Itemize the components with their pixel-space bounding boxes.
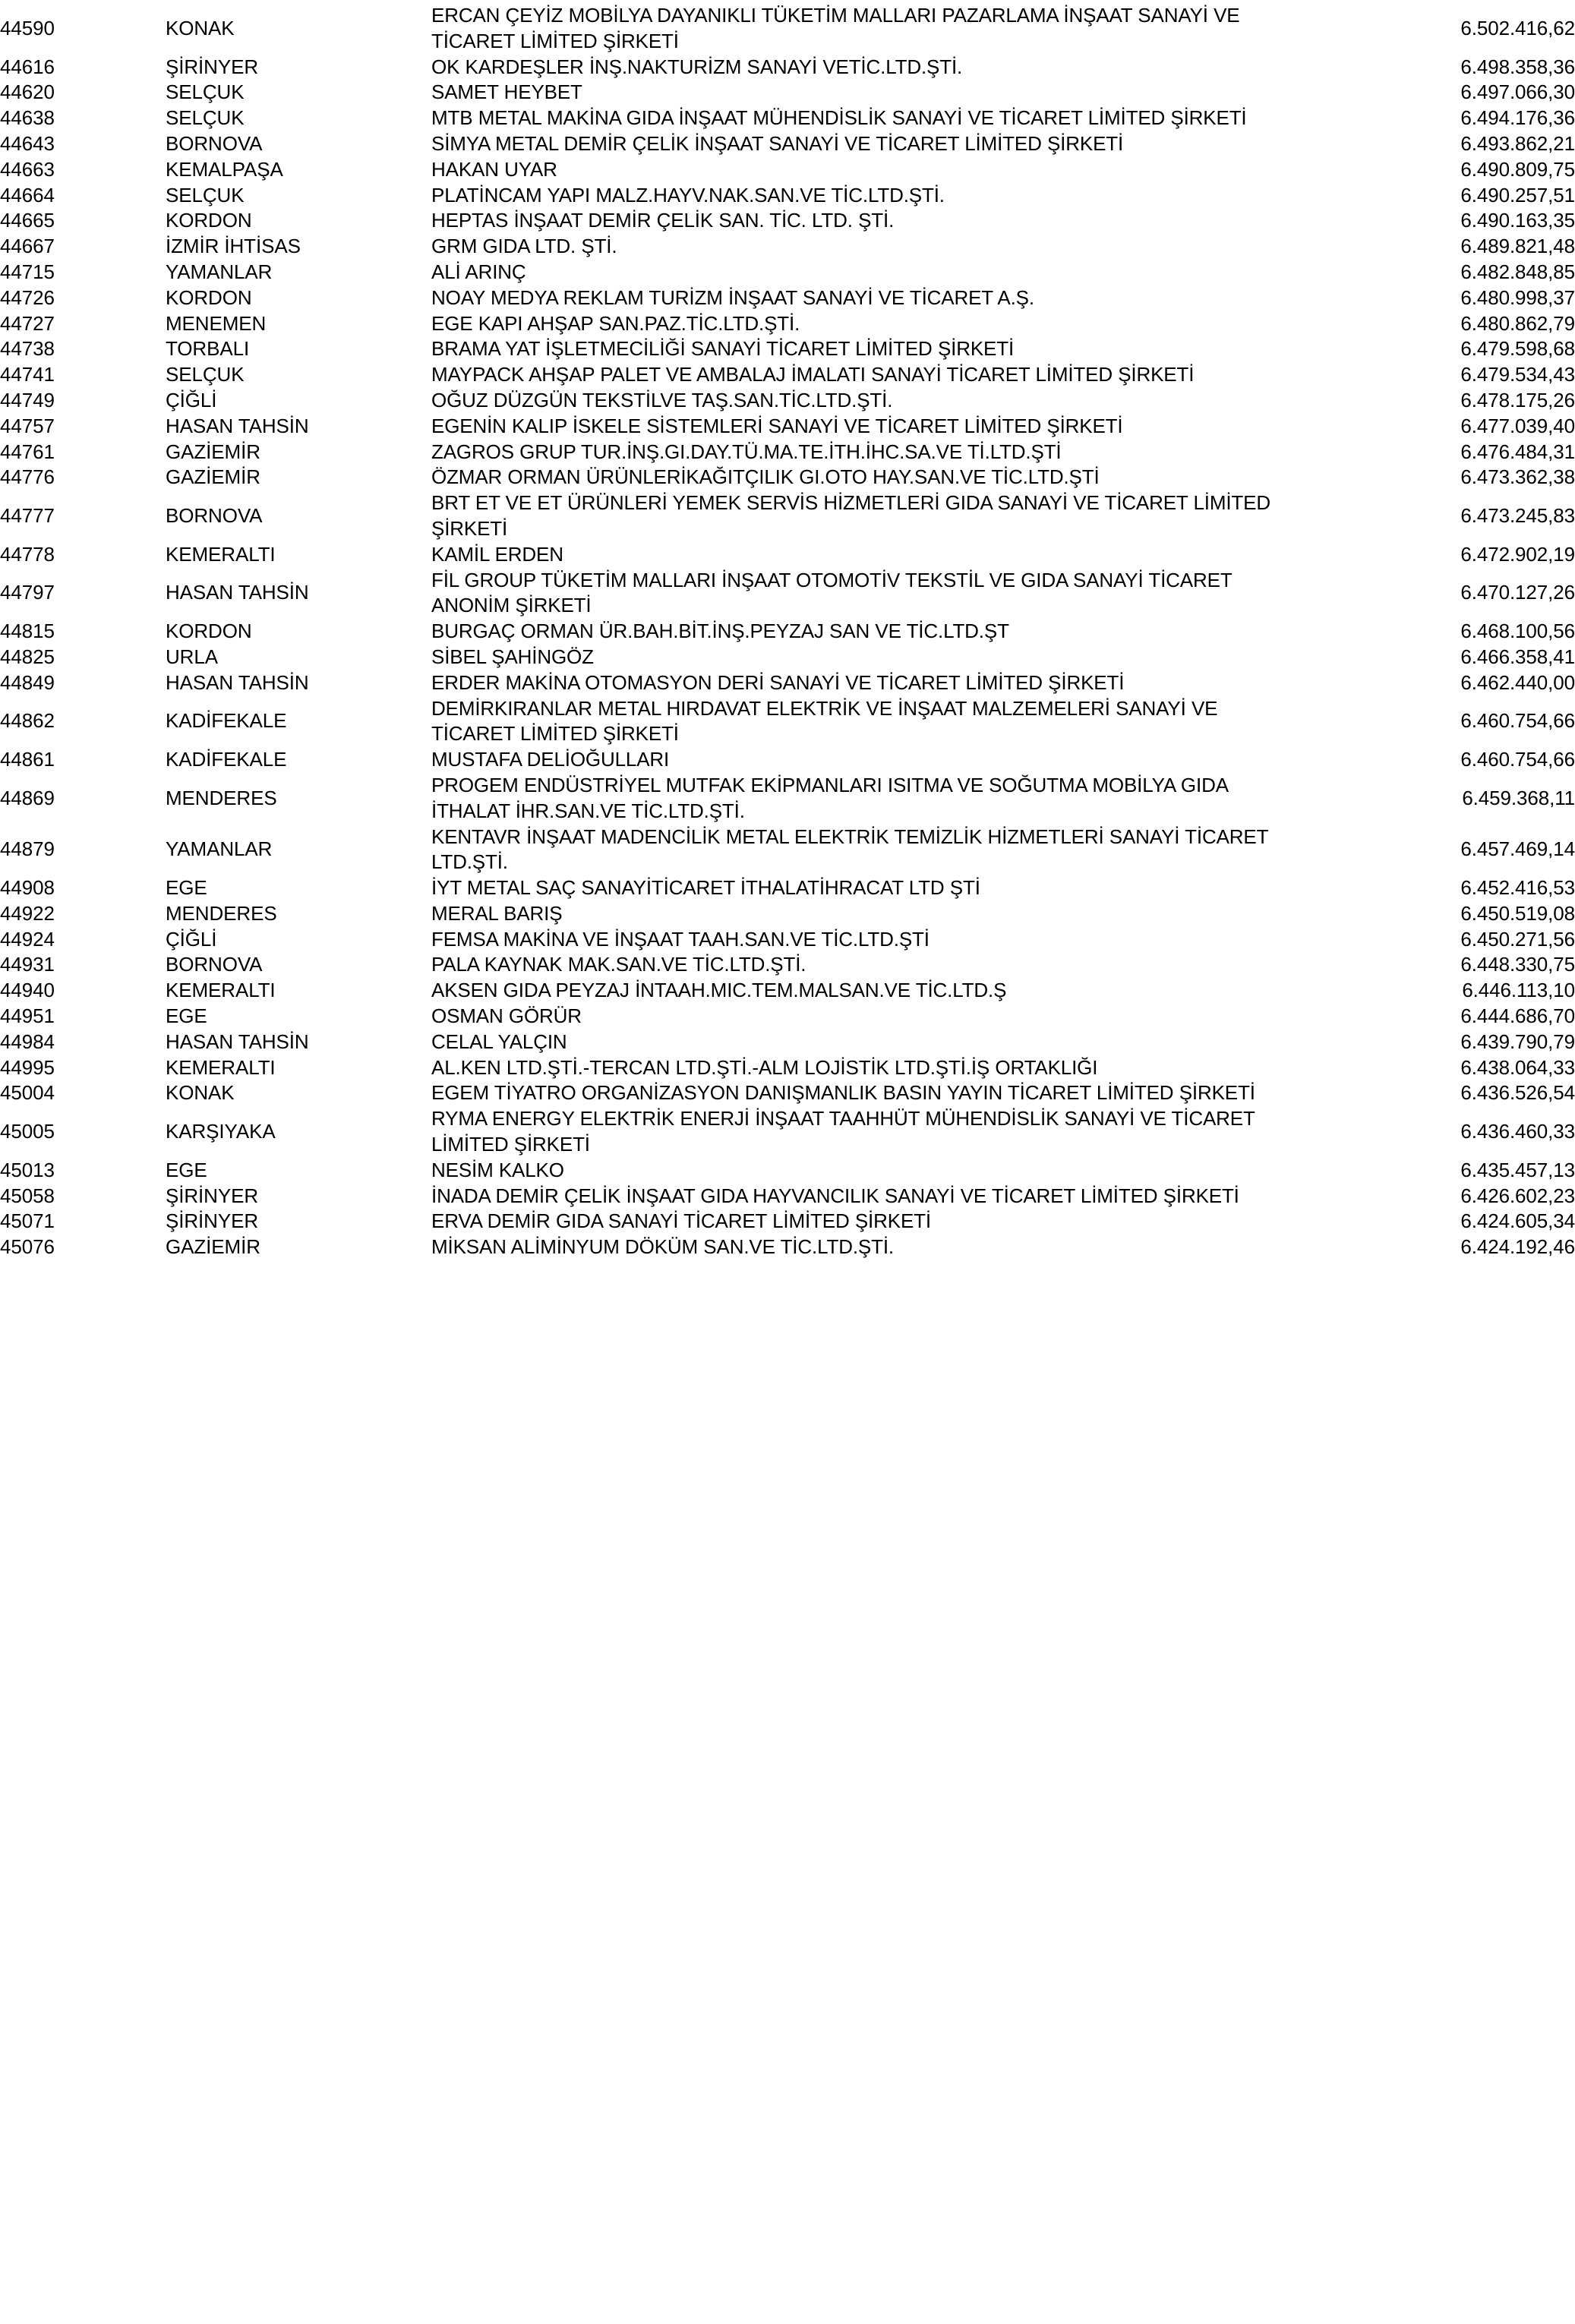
spacer-cell [367,875,431,901]
row-amount: 6.448.330,75 [1460,953,1575,976]
row-amount: 6.446.113,10 [1462,979,1575,1002]
row-taxpayer-name: NOAY MEDYA REKLAM TURİZM İNŞAAT SANAYİ VE TİCARET A.Ş. [431,285,1034,309]
spacer-cell [367,568,431,620]
spacer-cell [95,3,166,55]
spacer-cell [367,1055,431,1081]
spacer-cell [367,1030,431,1055]
row-tax-office: YAMANLAR [166,260,273,283]
row-tax-office: KEMALPAŞA [166,157,283,181]
row-amount: 6.476.484,31 [1460,440,1575,463]
row-taxpayer-name: BURGAÇ ORMAN ÜR.BAH.BİT.İNŞ.PEYZAJ SAN VE TİC.LTD.ŞT [431,620,1009,643]
table-row [0,1055,1575,1081]
row-taxpayer-name: OĞUZ DÜZGÜN TEKSTİLVE TAŞ.SAN.TİC.LTD.ŞTİ. [431,388,893,412]
spacer-cell [95,285,166,311]
spacer-cell [367,3,431,55]
row-amount: 6.490.257,51 [1460,183,1575,207]
spacer-cell [367,490,431,542]
row-code: 44749 [0,388,55,412]
row-tax-office: KORDON [166,285,252,309]
row-amount: 6.480.998,37 [1460,285,1575,309]
table-row [0,465,1575,490]
row-amount: 6.466.358,41 [1460,645,1575,668]
row-amount: 6.498.358,36 [1460,55,1575,78]
row-taxpayer-name: MAYPACK AHŞAP PALET VE AMBALAJ İMALATI SANAYİ TİCARET LİMİTED ŞİRKETİ [431,363,1195,386]
row-tax-office: EGE [166,1004,207,1028]
spacer-cell [367,260,431,285]
spacer-cell [95,131,166,157]
table-row [0,285,1575,311]
row-amount: 6.436.526,54 [1460,1081,1575,1105]
table-body [0,3,1575,1260]
spacer-cell [95,440,166,465]
row-taxpayer-name: MİKSAN ALİMİNYUM DÖKÜM SAN.VE TİC.LTD.ŞTİ. [431,1235,894,1259]
spacer-cell [95,260,166,285]
row-tax-office: SELÇUK [166,183,245,207]
row-tax-office: SELÇUK [166,363,245,386]
spacer-cell [367,336,431,362]
row-tax-office: KEMERALTI [166,1055,276,1079]
row-amount: 6.493.862,21 [1460,131,1575,155]
table-row [0,80,1575,106]
table-row [0,952,1575,978]
table-row [0,183,1575,209]
row-tax-office: ŞİRİNYER [166,1209,259,1233]
row-taxpayer-name: KAMİL ERDEN [431,542,563,566]
table-row [0,440,1575,465]
spacer-cell [367,696,431,748]
row-code: 45058 [0,1184,55,1207]
row-amount: 6.482.848,85 [1460,260,1575,283]
spacer-cell [95,927,166,953]
row-amount: 6.490.809,75 [1460,157,1575,181]
row-amount: 6.468.100,56 [1460,620,1575,643]
row-amount: 6.472.902,19 [1460,542,1575,566]
row-code: 44995 [0,1055,55,1079]
row-amount: 6.477.039,40 [1460,414,1575,437]
row-amount: 6.457.469,14 [1460,837,1575,861]
spacer-cell [95,1184,166,1209]
spacer-cell [367,183,431,209]
spacer-cell [367,825,431,876]
spacer-cell [367,1184,431,1209]
spacer-cell [367,440,431,465]
spacer-cell [95,388,166,414]
spacer-cell [367,1235,431,1260]
spacer-cell [95,1209,166,1235]
row-code: 44757 [0,414,55,437]
row-tax-office: ŞİRİNYER [166,1184,259,1207]
row-code: 44797 [0,581,55,604]
spacer-cell [367,55,431,80]
spacer-cell [367,414,431,440]
row-code: 44620 [0,80,55,104]
row-code: 44715 [0,260,55,283]
row-tax-office: EGE [166,876,207,900]
spacer-cell [95,1004,166,1030]
spacer-cell [95,80,166,106]
spacer-cell [367,670,431,696]
row-code: 44825 [0,645,55,668]
row-tax-office: BORNOVA [166,504,263,528]
spacer-cell [367,1158,431,1184]
table-row [0,388,1575,414]
row-code: 44922 [0,901,55,925]
row-taxpayer-name: RYMA ENERGY ELEKTRİK ENERJİ İNŞAAT TAAHHÜT MÜHENDİSLİK SANAYİ VE TİCARET LİMİTED ŞİRKETİ [431,1107,1255,1156]
spacer-cell [367,465,431,490]
spacer-cell [95,55,166,80]
row-tax-office: ŞİRİNYER [166,55,259,78]
row-amount: 6.479.534,43 [1460,363,1575,386]
row-tax-office: HASAN TAHSİN [166,1030,309,1053]
table-row [0,131,1575,157]
row-taxpayer-name: DEMİRKIRANLAR METAL HIRDAVAT ELEKTRİK VE İNŞAAT MALZEMELERİ SANAYİ VE TİCARET LİMİTED ŞİRKETİ [431,696,1218,746]
row-taxpayer-name: ERVA DEMİR GIDA SANAYİ TİCARET LİMİTED ŞİRKETİ [431,1209,931,1233]
table-row [0,875,1575,901]
row-taxpayer-name: BRT ET VE ET ÜRÜNLERİ YEMEK SERVİS HİZMETLERİ GIDA SANAYİ VE TİCARET LİMİTED ŞİRKETİ [431,491,1270,540]
row-code: 44908 [0,876,55,900]
row-tax-office: HASAN TAHSİN [166,414,309,437]
row-code: 45004 [0,1081,55,1105]
row-code: 44861 [0,748,55,771]
spacer-cell [367,1004,431,1030]
row-tax-office: YAMANLAR [166,837,273,861]
row-code: 44776 [0,465,55,489]
table-row [0,825,1575,876]
spacer-cell [95,465,166,490]
row-taxpayer-name: İNADA DEMİR ÇELİK İNŞAAT GIDA HAYVANCILIK SANAYİ VE TİCARET LİMİTED ŞİRKETİ [431,1184,1239,1207]
row-code: 44643 [0,131,55,155]
row-code: 44590 [0,16,55,39]
row-taxpayer-name: OSMAN GÖRÜR [431,1004,582,1028]
row-code: 45071 [0,1209,55,1233]
row-amount: 6.450.519,08 [1460,901,1575,925]
row-amount: 6.424.192,46 [1460,1235,1575,1259]
row-taxpayer-name: FEMSA MAKİNA VE İNŞAAT TAAH.SAN.VE TİC.LTD.ŞTİ [431,927,930,951]
spacer-cell [95,208,166,234]
row-amount: 6.452.416,53 [1460,876,1575,900]
row-tax-office: URLA [166,645,218,668]
row-code: 45013 [0,1158,55,1181]
row-taxpayer-name: PLATİNCAM YAPI MALZ.HAYV.NAK.SAN.VE TİC.LTD.ŞTİ. [431,183,945,207]
row-taxpayer-name: ERDER MAKİNA OTOMASYON DERİ SANAYİ VE TİCARET LİMİTED ŞİRKETİ [431,670,1125,694]
table-row [0,645,1575,670]
row-code: 44638 [0,106,55,130]
spacer-cell [367,952,431,978]
row-taxpayer-name: EGE KAPI AHŞAP SAN.PAZ.TİC.LTD.ŞTİ. [431,311,800,335]
spacer-cell [95,490,166,542]
row-code: 44931 [0,953,55,976]
row-tax-office: KEMERALTI [166,979,276,1002]
spacer-cell [367,106,431,131]
row-taxpayer-name: ERCAN ÇEYİZ MOBİLYA DAYANIKLI TÜKETİM MALLARI PAZARLAMA İNŞAAT SANAYİ VE TİCARET LİMİTED ŞİRKETİ [431,4,1240,52]
row-taxpayer-name: NESİM KALKO [431,1158,564,1181]
spacer-cell [95,311,166,337]
spacer-cell [367,901,431,927]
row-taxpayer-name: ZAGROS GRUP TUR.İNŞ.GI.DAY.TÜ.MA.TE.İTH.İHC.SA.VE Tİ.LTD.ŞTİ [431,440,1062,463]
spacer-cell [95,901,166,927]
table-row [0,696,1575,748]
table-row [0,208,1575,234]
table-row [0,490,1575,542]
row-code: 45005 [0,1120,55,1143]
table-row [0,414,1575,440]
table-row [0,234,1575,260]
table-row [0,1106,1575,1158]
row-tax-office: TORBALI [166,337,250,361]
row-code: 44664 [0,183,55,207]
row-tax-office: GAZİEMİR [166,465,260,489]
spacer-cell [95,645,166,670]
row-taxpayer-name: SİMYA METAL DEMİR ÇELİK İNŞAAT SANAYİ VE TİCARET LİMİTED ŞİRKETİ [431,131,1124,155]
row-tax-office: KONAK [166,1081,235,1105]
spacer-cell [95,1030,166,1055]
spacer-cell [95,542,166,568]
row-amount: 6.489.821,48 [1460,235,1575,258]
spacer-cell [367,773,431,825]
spacer-cell [367,311,431,337]
row-code: 44727 [0,311,55,335]
row-code: 44738 [0,337,55,361]
row-amount: 6.438.064,33 [1460,1055,1575,1079]
row-tax-office: GAZİEMİR [166,1235,260,1259]
spacer-cell [95,670,166,696]
spacer-cell [367,978,431,1004]
spacer-cell [95,568,166,620]
row-tax-office: KADİFEKALE [166,748,287,771]
table-row [0,311,1575,337]
row-amount: 6.460.754,66 [1460,709,1575,733]
row-code: 44665 [0,209,55,232]
row-tax-office: BORNOVA [166,953,263,976]
debtor-table [0,3,1575,1260]
table-row [0,773,1575,825]
row-amount: 6.490.163,35 [1460,209,1575,232]
spacer-cell [367,285,431,311]
row-tax-office: HASAN TAHSİN [166,670,309,694]
row-taxpayer-name: EGEM TİYATRO ORGANİZASYON DANIŞMANLIK BASIN YAYIN TİCARET LİMİTED ŞİRKETİ [431,1081,1255,1105]
row-code: 44862 [0,709,55,733]
table-row [0,670,1575,696]
table-row [0,106,1575,131]
row-code: 44726 [0,285,55,309]
spacer-cell [367,645,431,670]
row-code: 44741 [0,363,55,386]
spacer-cell [367,1080,431,1106]
row-amount: 6.424.605,34 [1460,1209,1575,1233]
row-taxpayer-name: GRM GIDA LTD. ŞTİ. [431,235,617,258]
row-code: 44940 [0,979,55,1002]
spacer-cell [95,336,166,362]
row-taxpayer-name: AKSEN GIDA PEYZAJ İNTAAH.MIC.TEM.MALSAN.VE TİC.LTD.Ş [431,979,1007,1002]
row-amount: 6.460.754,66 [1460,748,1575,771]
row-code: 44663 [0,157,55,181]
row-tax-office: EGE [166,1158,207,1181]
row-tax-office: KEMERALTI [166,542,276,566]
row-amount: 6.480.862,79 [1460,311,1575,335]
spacer-cell [95,362,166,388]
table-row [0,927,1575,953]
row-amount: 6.459.368,11 [1462,786,1575,809]
row-tax-office: BORNOVA [166,131,263,155]
spacer-cell [367,542,431,568]
table-row [0,55,1575,80]
spacer-cell [95,875,166,901]
row-tax-office: İZMİR İHTİSAS [166,235,301,258]
row-amount: 6.494.176,36 [1460,106,1575,130]
row-code: 44924 [0,927,55,951]
row-code: 44815 [0,620,55,643]
spacer-cell [367,747,431,773]
row-tax-office: SELÇUK [166,80,245,104]
row-code: 44777 [0,504,55,528]
row-tax-office: MENDERES [166,786,277,809]
row-amount: 6.450.271,56 [1460,927,1575,951]
table-row [0,1080,1575,1106]
spacer-cell [95,773,166,825]
spacer-cell [95,619,166,645]
row-amount: 6.473.245,83 [1460,504,1575,528]
spacer-cell [95,1106,166,1158]
row-taxpayer-name: İYT METAL SAÇ SANAYİTİCARET İTHALATİHRACAT LTD ŞTİ [431,876,980,900]
row-amount: 6.426.602,23 [1460,1184,1575,1207]
spacer-cell [95,414,166,440]
row-taxpayer-name: ALİ ARINÇ [431,260,526,283]
spacer-cell [95,1055,166,1081]
row-amount: 6.435.457,13 [1460,1158,1575,1181]
table-row [0,1235,1575,1260]
spacer-cell [95,183,166,209]
row-code: 44869 [0,786,55,809]
row-tax-office: GAZİEMİR [166,440,260,463]
row-taxpayer-name: EGENİN KALIP İSKELE SİSTEMLERİ SANAYİ VE TİCARET LİMİTED ŞİRKETİ [431,414,1123,437]
row-amount: 6.497.066,30 [1460,80,1575,104]
spacer-cell [367,388,431,414]
row-code: 44849 [0,670,55,694]
row-tax-office: ÇİĞLİ [166,388,217,412]
table-row [0,3,1575,55]
row-taxpayer-name: CELAL YALÇIN [431,1030,567,1053]
row-amount: 6.444.686,70 [1460,1004,1575,1028]
row-taxpayer-name: SAMET HEYBET [431,80,582,104]
row-amount: 6.436.460,33 [1460,1120,1575,1143]
row-amount: 6.479.598,68 [1460,337,1575,361]
row-amount: 6.462.440,00 [1460,670,1575,694]
row-taxpayer-name: PALA KAYNAK MAK.SAN.VE TİC.LTD.ŞTİ. [431,953,806,976]
spacer-cell [367,157,431,183]
row-tax-office: SELÇUK [166,106,245,130]
table-row [0,1209,1575,1235]
row-taxpayer-name: AL.KEN LTD.ŞTİ.-TERCAN LTD.ŞTİ.-ALM LOJİSTİK LTD.ŞTİ.İŞ ORTAKLIĞI [431,1055,1098,1079]
row-taxpayer-name: ÖZMAR ORMAN ÜRÜNLERİKAĞITÇILIK GI.OTO HAY.SAN.VE TİC.LTD.ŞTİ [431,465,1100,489]
spacer-cell [367,362,431,388]
table-row [0,362,1575,388]
row-code: 44984 [0,1030,55,1053]
spacer-cell [95,1235,166,1260]
row-amount: 6.473.362,38 [1460,465,1575,489]
row-taxpayer-name: HEPTAS İNŞAAT DEMİR ÇELİK SAN. TİC. LTD. ŞTİ. [431,209,895,232]
table-row [0,619,1575,645]
row-code: 44761 [0,440,55,463]
row-tax-office: KONAK [166,16,235,39]
table-row [0,978,1575,1004]
row-tax-office: KORDON [166,209,252,232]
table-row [0,542,1575,568]
row-code: 44667 [0,235,55,258]
row-code: 44951 [0,1004,55,1028]
spacer-cell [95,825,166,876]
spacer-cell [95,747,166,773]
table-row [0,1184,1575,1209]
table-row [0,1004,1575,1030]
spacer-cell [367,131,431,157]
row-tax-office: KARŞIYAKA [166,1120,276,1143]
spacer-cell [367,234,431,260]
row-taxpayer-name: KENTAVR İNŞAAT MADENCİLİK METAL ELEKTRİK TEMİZLİK HİZMETLERİ SANAYİ TİCARET LTD.ŞTİ. [431,825,1268,874]
spacer-cell [95,234,166,260]
row-taxpayer-name: FİL GROUP TÜKETİM MALLARI İNŞAAT OTOMOTİV TEKSTİL VE GIDA SANAYİ TİCARET ANONİM ŞİRKETİ [431,568,1233,617]
row-taxpayer-name: PROGEM ENDÜSTRİYEL MUTFAK EKİPMANLARI ISITMA VE SOĞUTMA MOBİLYA GIDA İTHALAT İHR.SAN.VE TİC.LTD.ŞTİ. [431,773,1228,822]
spacer-cell [95,952,166,978]
row-amount: 6.502.416,62 [1460,16,1575,39]
spacer-cell [95,1158,166,1184]
table-row [0,901,1575,927]
spacer-cell [95,696,166,748]
row-tax-office: KADİFEKALE [166,709,287,733]
spacer-cell [367,208,431,234]
row-tax-office: MENDERES [166,901,277,925]
spacer-cell [95,157,166,183]
table-row [0,1158,1575,1184]
row-amount: 6.478.175,26 [1460,388,1575,412]
spacer-cell [367,1209,431,1235]
table-row [0,568,1575,620]
table-row [0,336,1575,362]
spacer-cell [95,106,166,131]
row-tax-office: ÇİĞLİ [166,927,217,951]
spacer-cell [367,619,431,645]
spacer-cell [367,927,431,953]
row-tax-office: KORDON [166,620,252,643]
row-taxpayer-name: HAKAN UYAR [431,157,557,181]
table-row [0,1030,1575,1055]
row-tax-office: MENEMEN [166,311,267,335]
row-taxpayer-name: MERAL BARIŞ [431,901,563,925]
table-row [0,260,1575,285]
table-row [0,747,1575,773]
row-code: 44778 [0,542,55,566]
spacer-cell [95,1080,166,1106]
spacer-cell [95,978,166,1004]
row-code: 44879 [0,837,55,861]
row-code: 44616 [0,55,55,78]
spacer-cell [367,80,431,106]
table-row [0,157,1575,183]
row-code: 45076 [0,1235,55,1259]
row-taxpayer-name: SİBEL ŞAHİNGÖZ [431,645,594,668]
row-taxpayer-name: MUSTAFA DELİOĞULLARI [431,748,670,771]
row-amount: 6.439.790,79 [1460,1030,1575,1053]
spacer-cell [367,1106,431,1158]
row-taxpayer-name: MTB METAL MAKİNA GIDA İNŞAAT MÜHENDİSLİK SANAYİ VE TİCARET LİMİTED ŞİRKETİ [431,106,1247,130]
row-amount: 6.470.127,26 [1460,581,1575,604]
row-taxpayer-name: OK KARDEŞLER İNŞ.NAKTURİZM SANAYİ VETİC.LTD.ŞTİ. [431,55,963,78]
row-tax-office: HASAN TAHSİN [166,581,309,604]
row-taxpayer-name: BRAMA YAT İŞLETMECİLİĞİ SANAYİ TİCARET LİMİTED ŞİRKETİ [431,337,1015,361]
